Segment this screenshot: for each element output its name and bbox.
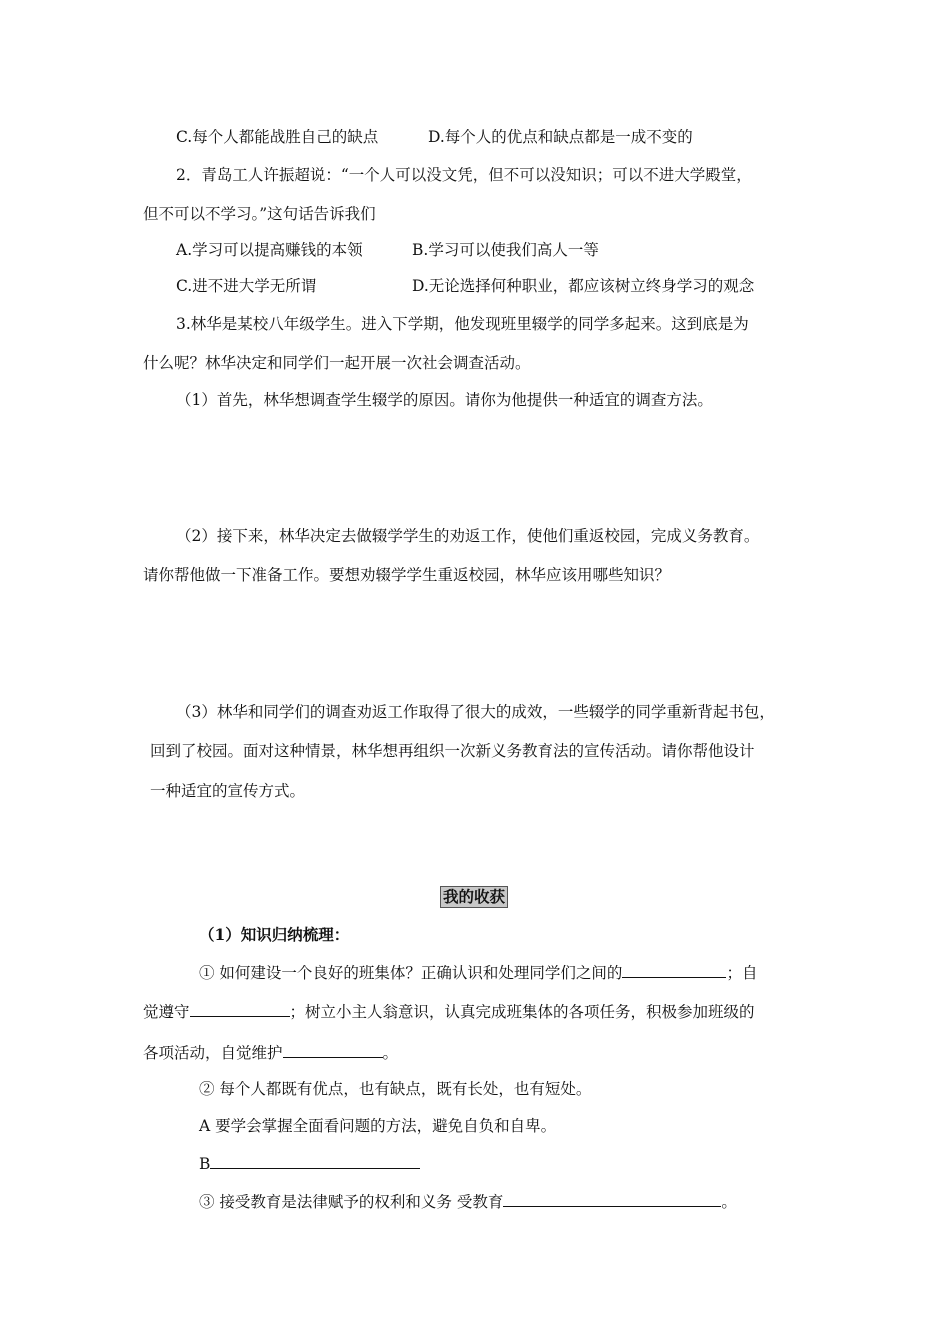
q1-option-c: C.每个人都能战胜自己的缺点 (176, 128, 379, 146)
harvest-item3 (199, 1190, 737, 1212)
harvest-item1-line2-part1: 觉遵守 (143, 1003, 190, 1021)
q3-stem-line1: 3.林华是某校八年级学生。进入下学期，他发现班里辍学的同学多起来。这到底是为 (176, 315, 749, 333)
q3-stem-line2: 什么呢？林华决定和同学们一起开展一次社会调查活动。 (143, 354, 531, 372)
harvest-item1-line1 (199, 961, 757, 983)
harvest-item3-part1: ③ 接受教育是法律赋予的权利和义务 受教育 (199, 1193, 504, 1211)
harvest-item1-line2-part2: ；树立小主人翁意识，认真完成班集体的各项任务，积极参加班级的 (289, 1003, 755, 1021)
q3-sub3-line2: 回到了校园。面对这种情景，林华想再组织一次新义务教育法的宣传活动。请你帮他设计 (150, 742, 755, 760)
blank-5[interactable] (503, 1190, 721, 1207)
harvest-item1-line2 (143, 1000, 755, 1022)
q3-sub1: （1）首先，林华想调查学生辍学的原因。请你为他提供一种适宜的调查方法。 (176, 391, 713, 409)
harvest-title: 我的收获 (440, 886, 508, 908)
blank-2[interactable] (190, 1000, 290, 1017)
blank-4[interactable] (210, 1152, 420, 1169)
harvest-item1-part2: ；自 (726, 964, 758, 982)
blank-1[interactable] (622, 961, 726, 978)
harvest-item1-line3-part2: 。 (382, 1044, 399, 1062)
harvest-item1-line3-part1: 各项活动，自觉维护 (143, 1044, 283, 1062)
q2-option-a: A.学习可以提高赚钱的本领 (176, 241, 363, 259)
q2-option-c: C.进不进大学无所谓 (176, 277, 317, 295)
q2-options-ab (176, 240, 599, 260)
harvest-item2-a: A 要学会掌握全面看问题的方法，避免自负和自卑。 (199, 1117, 557, 1135)
harvest-item1-line3 (143, 1041, 398, 1063)
q3-sub3-line1: （3）林华和同学们的调查劝返工作取得了很大的成效，一些辍学的同学重新背起书包， (176, 703, 775, 721)
harvest-title-wrap (440, 886, 508, 908)
harvest-item1-part1: ① 如何建设一个良好的班集体？正确认识和处理同学们之间的 (199, 964, 623, 982)
harvest-subtitle: （1）知识归纳梳理： (199, 925, 350, 944)
q3-sub2-line1: （2）接下来，林华决定去做辍学学生的劝返工作，使他们重返校园，完成义务教育。 (176, 527, 760, 545)
q1-options-cd (176, 127, 693, 147)
q2-option-b: B.学习可以使我们高人一等 (412, 241, 599, 259)
harvest-item3-part2: 。 (721, 1193, 737, 1211)
harvest-item2: ② 每个人都既有优点，也有缺点，既有长处，也有短处。 (199, 1080, 592, 1098)
harvest-item2-b-line (199, 1152, 420, 1174)
blank-3[interactable] (283, 1041, 383, 1058)
q2-stem-line2: 但不可以不学习。”这句话告诉我们 (143, 205, 376, 223)
q3-sub2-line2: 请你帮他做一下准备工作。要想劝辍学学生重返校园，林华应该用哪些知识？ (143, 566, 671, 584)
q1-option-d: D.每个人的优点和缺点都是一成不变的 (428, 128, 693, 146)
q3-sub3-line3: 一种适宜的宣传方式。 (150, 782, 306, 800)
q2-options-cd (176, 276, 754, 296)
harvest-item2-b: B (199, 1155, 211, 1173)
q2-option-d: D.无论选择何种职业，都应该树立终身学习的观念 (412, 277, 755, 295)
q2-stem-line1: 2．青岛工人许振超说：“一个人可以没文凭，但不可以没知识；可以不进大学殿堂， (176, 166, 752, 184)
